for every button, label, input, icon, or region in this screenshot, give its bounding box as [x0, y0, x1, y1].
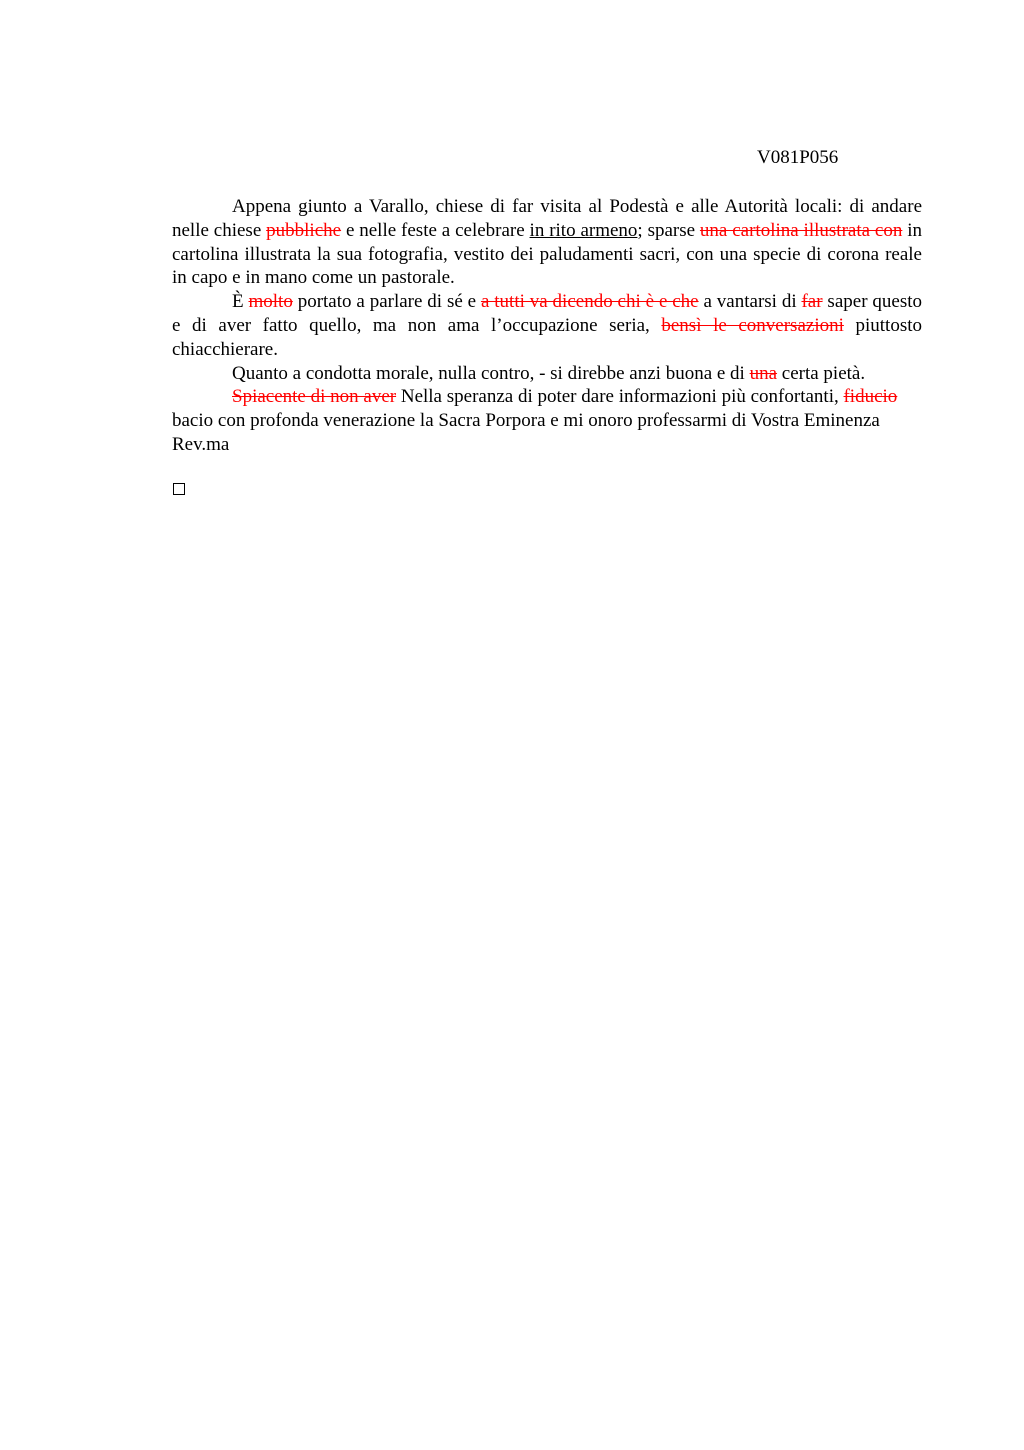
- deleted-text: fiducio: [843, 386, 898, 408]
- letter-body: [172, 195, 922, 457]
- text-run: certa pietà.: [777, 362, 866, 384]
- page-id: V081P056: [757, 147, 839, 168]
- text-run: ; sparse: [637, 219, 700, 241]
- deleted-text: bensì le conversazioni: [661, 314, 844, 336]
- text-run: Quanto a condotta morale, nulla contro, - si direbbe anzi buona e di: [232, 362, 750, 384]
- deleted-text: una: [749, 362, 778, 384]
- deleted-text: far: [801, 291, 823, 313]
- text-run: in cartolina illustrata la sua fotografia, vestito dei paludamenti sacri, con una specie di corona reale in capo e in mano come un pastorale.: [172, 219, 922, 289]
- underlined-text: in rito armeno: [529, 219, 638, 241]
- paragraph-3: [172, 362, 922, 386]
- text-run: Appena giunto a Varallo, chiese di far visita al Podestà e alle Autorità locali: di andare nelle chiese: [172, 196, 922, 241]
- text-run: Nella speranza di poter dare informazioni più confortanti,: [396, 386, 844, 408]
- text-run: saper questo e di aver fatto quello, ma non ama l’occupazione seria,: [172, 291, 922, 336]
- text-run: bacio con profonda venerazione la Sacra Porpora e mi onoro professarmi di Vostra Eminenza Rev.ma: [172, 410, 880, 455]
- text-run: portato a parlare di sé e: [292, 291, 481, 313]
- paragraph-2: [172, 290, 922, 361]
- text-run: È: [232, 291, 249, 313]
- checkbox-icon: [173, 483, 185, 495]
- text-run: e nelle feste a celebrare: [341, 219, 530, 241]
- text-run: piuttosto chiacchierare.: [172, 314, 922, 360]
- deleted-text: pubbliche: [266, 219, 342, 241]
- paragraph-4: [172, 385, 922, 456]
- deleted-text: a tutti va dicendo chi è e che: [480, 291, 699, 313]
- deleted-text: una cartolina illustrata con: [699, 219, 903, 241]
- deleted-text: molto: [248, 291, 293, 313]
- text-run: a vantarsi di: [698, 291, 802, 313]
- paragraph-1: [172, 195, 922, 290]
- deleted-text: Spiacente di non aver: [232, 386, 397, 408]
